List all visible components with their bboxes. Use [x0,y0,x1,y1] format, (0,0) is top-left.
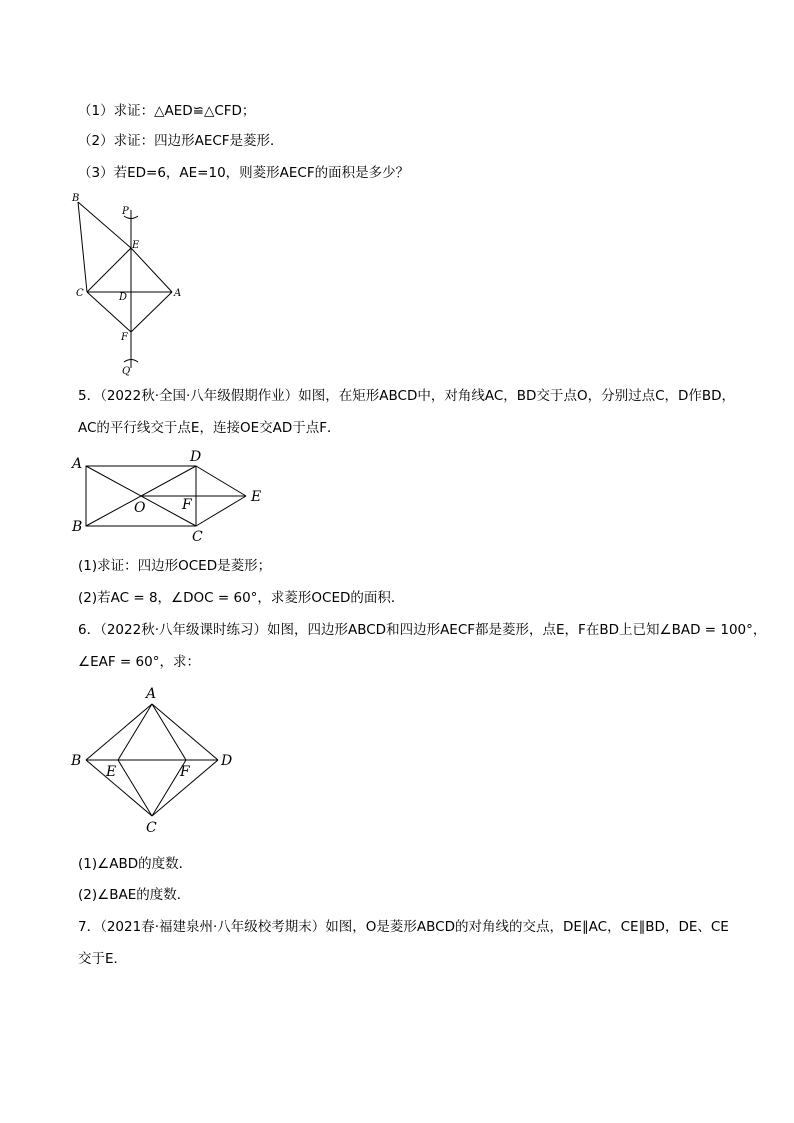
q4-label-Q: Q [122,366,131,377]
q6-seg-BC [86,760,152,816]
q4-label-P: P [122,206,129,217]
q5-label-B: B [72,519,83,535]
q5-label-C: C [192,529,203,545]
q4-figure [60,190,210,380]
q4-seg-EC [87,248,131,292]
q6-label-A: A [146,686,157,702]
q4-part2: （2）求证：四边形AECF是菱形． [78,133,284,149]
q7-stem-line1: 7．（2021春·福建泉州·八年级校考期末）如图，O是菱形ABCD的对角线的交点，DE∥AC，CE∥BD，DE、CE [78,919,729,935]
q6-part1: (1)∠ABD的度数． [78,856,193,872]
q4-label-D: D [119,292,128,303]
q4-seg-BC [78,202,87,292]
q6-label-B: B [71,753,82,769]
q6-seg-AB [86,704,152,760]
q6-figure [66,684,246,834]
q4-seg-EA [131,248,172,292]
q6-seg-AF [152,704,186,760]
q5-stem-line1: 5．（2022秋·全国·八年级假期作业）如图，在矩形ABCD中，对角线AC，BD交于点O，分别过点C，D作BD， [78,388,736,404]
q4-label-E: E [132,240,140,251]
q5-stem-line2: AC的平行线交于点E，连接OE交AD于点F． [78,420,341,436]
q6-part2: (2)∠BAE的度数． [78,887,191,903]
q5-part2: (2)若AC = 8，∠DOC = 60°，求菱形OCED的面积． [78,590,405,606]
q6-label-C: C [146,820,157,836]
q4-label-B: B [72,193,80,204]
q6-label-F: F [180,764,190,780]
q4-label-A: A [174,288,182,299]
q5-label-F: F [182,497,192,513]
q5-label-D: D [190,449,202,465]
q5-seg-CE [196,496,246,526]
q5-label-A: A [72,456,83,472]
q6-seg-AE [118,704,152,760]
q4-label-C: C [76,288,84,299]
q6-label-E: E [106,764,117,780]
q4-part1: （1）求证：△AED≌△CFD； [78,103,256,119]
q7-stem-line2: 交于E． [78,951,128,967]
q6-seg-EC [118,760,152,816]
q6-stem-line1: 6．（2022秋·八年级课时练习）如图，四边形ABCD和四边形AECF都是菱形，点E，F在BD上已知∠BAD = 100°， [78,622,767,638]
q6-stem-line2: ∠EAF = 60°，求： [78,654,200,670]
q6-label-D: D [221,753,233,769]
q4-label-F: F [121,332,128,343]
q4-seg-AF [131,292,172,332]
q6-seg-AD [152,704,218,760]
q5-label-O: O [134,500,146,516]
q5-part1: (1)求证：四边形OCED是菱形； [78,558,272,574]
q5-seg-DE [196,466,246,496]
q5-label-E: E [251,489,262,505]
q5-figure [66,448,276,548]
q4-part3: （3）若ED=6，AE=10，则菱形AECF的面积是多少？ [78,165,410,181]
